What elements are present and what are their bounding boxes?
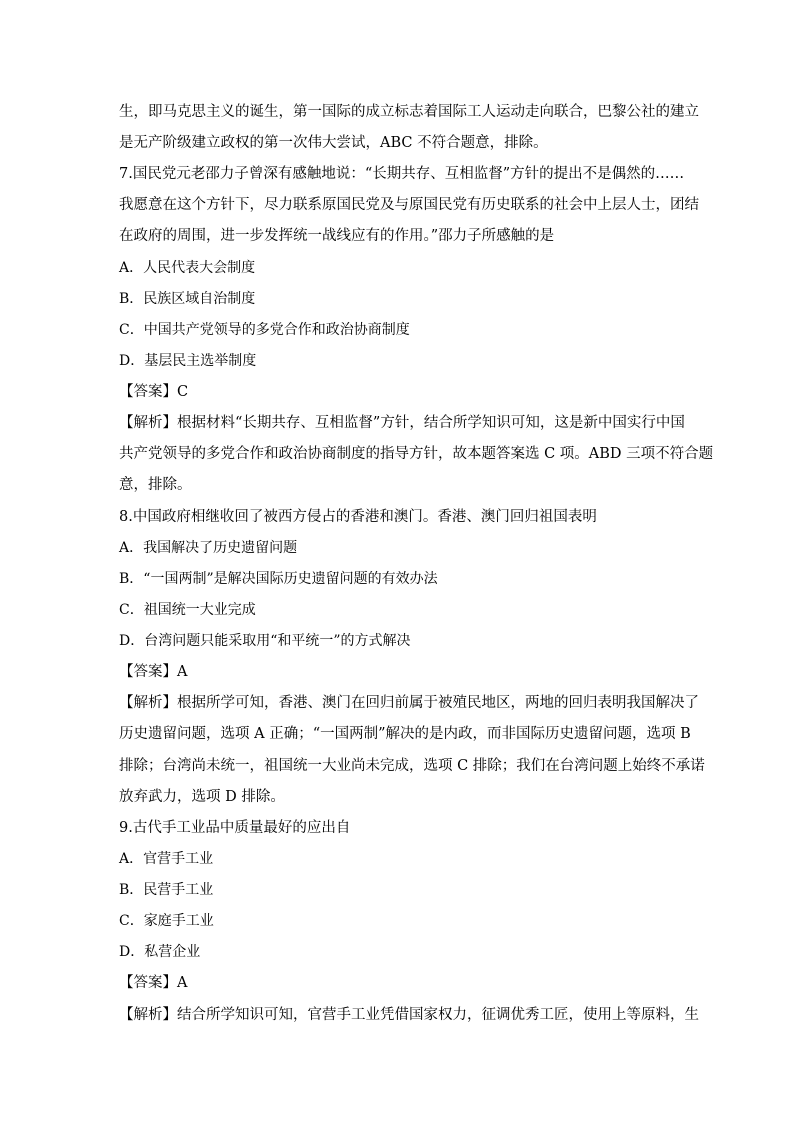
question-7-analysis: 共产党领导的多党合作和政治协商制度的指导方针，故本题答案选 C 项。ABD 三项不符合题 <box>119 446 714 462</box>
question-7-stem: 我愿意在这个方针下，尽力联系原国民党及与原国民党有历史联系的社会中上层人士，团结 <box>119 197 699 213</box>
question-7-stem: 在政府的周围，进一步发挥统一战线应有的作用。”邵力子所感触的是 <box>119 228 555 244</box>
question-9-option-b: B．民营手工业 <box>119 882 214 898</box>
question-8-stem: 8.中国政府相继收回了被西方侵占的香港和澳门。香港、澳门回归祖国表明 <box>119 509 597 525</box>
question-8-analysis: 【解析】根据所学可知，香港、澳门在回归前属于被殖民地区，两地的回归表明我国解决了 <box>119 695 699 711</box>
question-8-option-a: A．我国解决了历史遗留问题 <box>119 540 298 556</box>
question-7-analysis: 意，排除。 <box>119 477 192 493</box>
question-9-option-c: C．家庭手工业 <box>119 913 214 929</box>
question-8-option-c: C．祖国统一大业完成 <box>119 602 256 618</box>
question-9-option-a: A．官营手工业 <box>119 851 214 867</box>
question-9-option-d: D．私营企业 <box>119 944 201 960</box>
paragraph-line: 是无产阶级建立政权的第一次伟大尝试，ABC 不符合题意，排除。 <box>119 135 548 151</box>
question-7-stem: 7.国民党元老邵力子曾深有感触地说：“长期共存、互相监督”方针的提出不是偶然的…… <box>119 166 685 182</box>
question-7-option-d: D．基层民主选举制度 <box>119 353 257 369</box>
question-7-answer: 【答案】C <box>119 384 189 400</box>
question-7-option-c: C．中国共产党领导的多党合作和政治协商制度 <box>119 322 410 338</box>
question-8-answer: 【答案】A <box>119 664 188 680</box>
paragraph-line: 生，即马克思主义的诞生，第一国际的成立标志着国际工人运动走向联合，巴黎公社的建立 <box>119 104 699 120</box>
question-8-analysis: 排除；台湾尚未统一，祖国统一大业尚未完成，选项 C 排除；我们在台湾问题上始终不承诺 <box>119 758 705 774</box>
question-7-analysis: 【解析】根据材料“长期共存、互相监督”方针，结合所学知识可知，这是新中国实行中国 <box>119 415 685 431</box>
question-8-option-b: B．“一国两制”是解决国际历史遗留问题的有效办法 <box>119 571 438 587</box>
question-8-option-d: D．台湾问题只能采取用“和平统一”的方式解决 <box>119 633 411 649</box>
question-8-analysis: 放弃武力，选项 D 排除。 <box>119 789 285 805</box>
question-8-analysis: 历史遗留问题，选项 A 正确；“一国两制”解决的是内政，而非国际历史遗留问题，选项 B <box>119 726 691 742</box>
question-7-option-b: B．民族区域自治制度 <box>119 291 256 307</box>
question-7-option-a: A．人民代表大会制度 <box>119 260 256 276</box>
question-9-analysis: 【解析】结合所学知识可知，官营手工业凭借国家权力，征调优秀工匠，使用上等原料，生 <box>119 1007 699 1023</box>
question-9-answer: 【答案】A <box>119 975 188 991</box>
question-9-stem: 9.古代手工业品中质量最好的应出自 <box>119 820 351 836</box>
